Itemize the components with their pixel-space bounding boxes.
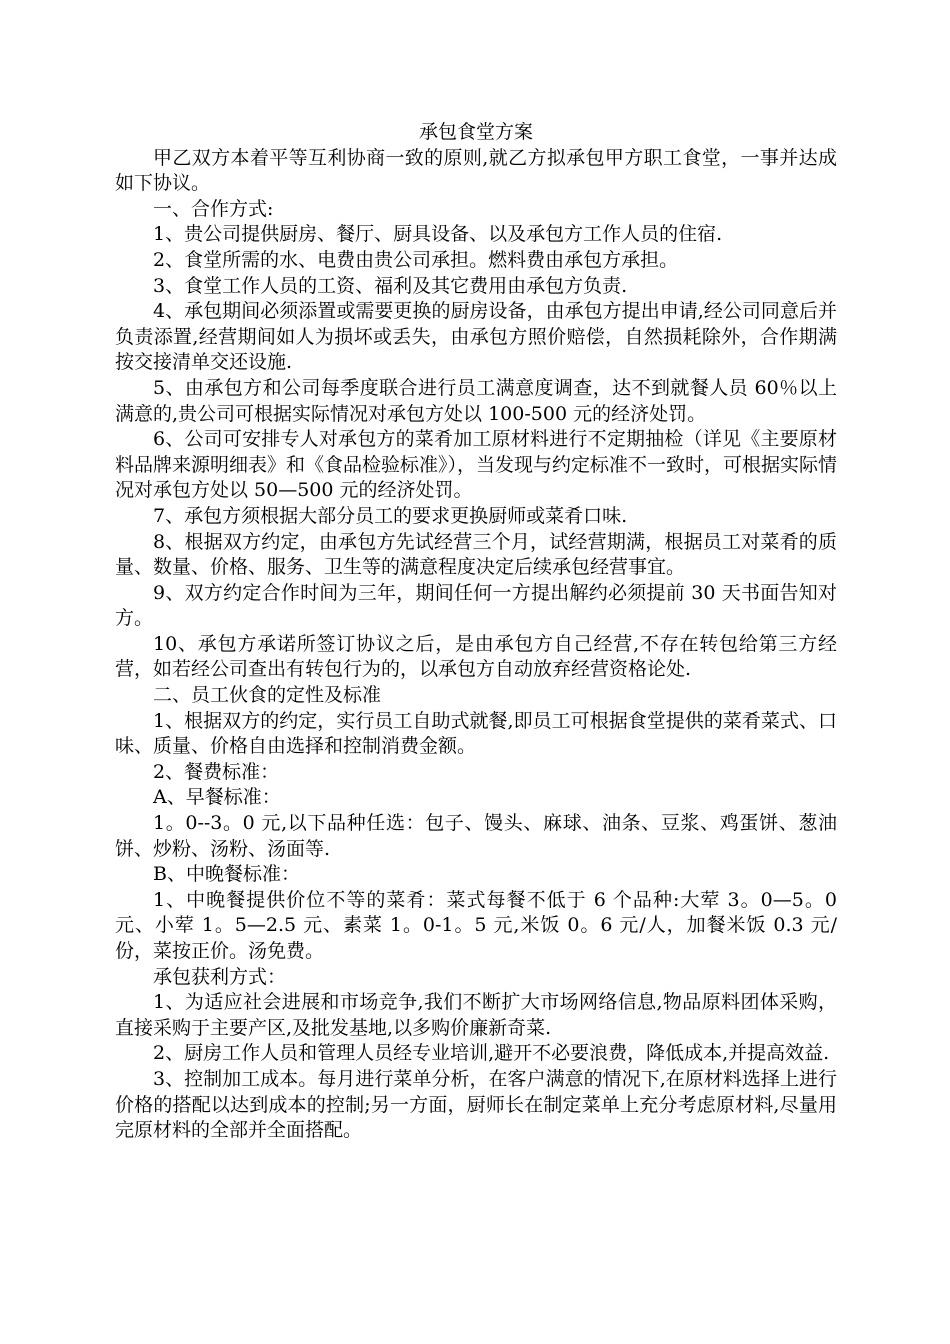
clause-item: 3、食堂工作人员的工资、福利及其它费用由承包方负责.: [153, 274, 628, 297]
clause-item: 2、食堂所需的水、电费由贵公司承担。燃料费由承包方承担。: [153, 248, 679, 271]
clause-item: 9、双方约定合作时间为三年，期间任何一方提出解约必须提前 30 天书面告知对方。: [115, 581, 837, 630]
section-heading-cooperation: 一、合作方式:: [153, 197, 274, 220]
clause-item: 1。0--3。0 元,以下品种任选：包子、馒头、麻球、油条、豆浆、鸡蛋饼、葱油饼、炒粉、汤粉、汤面等.: [115, 812, 837, 860]
subheading-breakfast: A、早餐标准：: [153, 786, 281, 809]
section-heading-meal-standard: 二、员工伙食的定性及标准: [153, 684, 382, 707]
document-page: [115, 120, 837, 1144]
subheading-lunch-dinner: B、中晚餐标准：: [153, 863, 300, 886]
clause-item: 10、承包方承诺所签订协议之后，是由承包方自己经营,不存在转包给第三方经营，如若经公司查出有转包行为的，以承包方自动放弃经营资格论处.: [115, 632, 837, 681]
clause-item: 1、根据双方的约定，实行员工自助式就餐,即员工可根据食堂提供的菜肴菜式、口味、质量、价格自由选择和控制消费金额。: [115, 709, 837, 758]
section-heading-profit: 承包获利方式：: [153, 965, 287, 988]
clause-item: 8、根据双方约定，由承包方先试经营三个月，试经营期满，根据员工对菜肴的质量、数量、价格、服务、卫生等的满意程度决定后续承包经营事宜。: [115, 530, 837, 579]
document-title: 承包食堂方案: [418, 121, 533, 143]
clause-item: 1、中晚餐提供价位不等的菜肴：菜式每餐不低于 6 个品种:大荤 3。0—5。0 元、小荤 1。5—2.5 元、素菜 1。0-1。5 元,米饭 0。6 元/人，加餐米饭 0.3 元/份，菜按正价。汤免费。: [115, 888, 837, 962]
clause-item: 6、公司可安排专人对承包方的菜肴加工原材料进行不定期抽检（详见《主要原材料品牌来源明细表》和《食品检验标准》），当发现与约定标准不一致时，可根据实际情况对承包方处以 50—500 元的经济处罚。: [115, 428, 838, 502]
clause-item: 5、由承包方和公司每季度联合进行员工满意度调查，达不到就餐人员 60％以上满意的,贵公司可根据实际情况对承包方处以 100-500 元的经济处罚。: [115, 376, 837, 425]
clause-item: 7、承包方须根据大部分员工的要求更换厨师或菜肴口味.: [153, 504, 628, 527]
clause-item: 1、贵公司提供厨房、餐厅、厨具设备、以及承包方工作人员的住宿.: [153, 223, 723, 246]
clause-item: 1、为适应社会进展和市场竞争,我们不断扩大市场网络信息,物品原料团体采购，直接采购于主要产区,及批发基地,以多购价廉新奇菜.: [115, 991, 837, 1039]
paragraph-intro: 甲乙双方本着平等互利协商一致的原则,就乙方拟承包甲方职工食堂，一事并达成如下协议。: [115, 146, 837, 195]
subheading-meal-fee: 2、餐费标准：: [153, 760, 280, 783]
clause-item: 2、厨房工作人员和管理人员经专业培训,避开不必要浪费，降低成本,并提高效益.: [153, 1042, 830, 1065]
clause-item: 3、控制加工成本。每月进行菜单分析，在客户满意的情况下,在原材料选择上进行价格的搭配以达到成本的控制;另一方面，厨师长在制定菜单上充分考虑原材料,尽量用完原材料的全部并全面搭配。: [115, 1067, 837, 1142]
clause-item: 4、承包期间必须添置或需要更换的厨房设备，由承包方提出申请,经公司同意后并负责添置,经营期间如人为损坏或丢失，由承包方照价赔偿，自然损耗除外，合作期满按交接清单交还设施.: [115, 300, 837, 374]
